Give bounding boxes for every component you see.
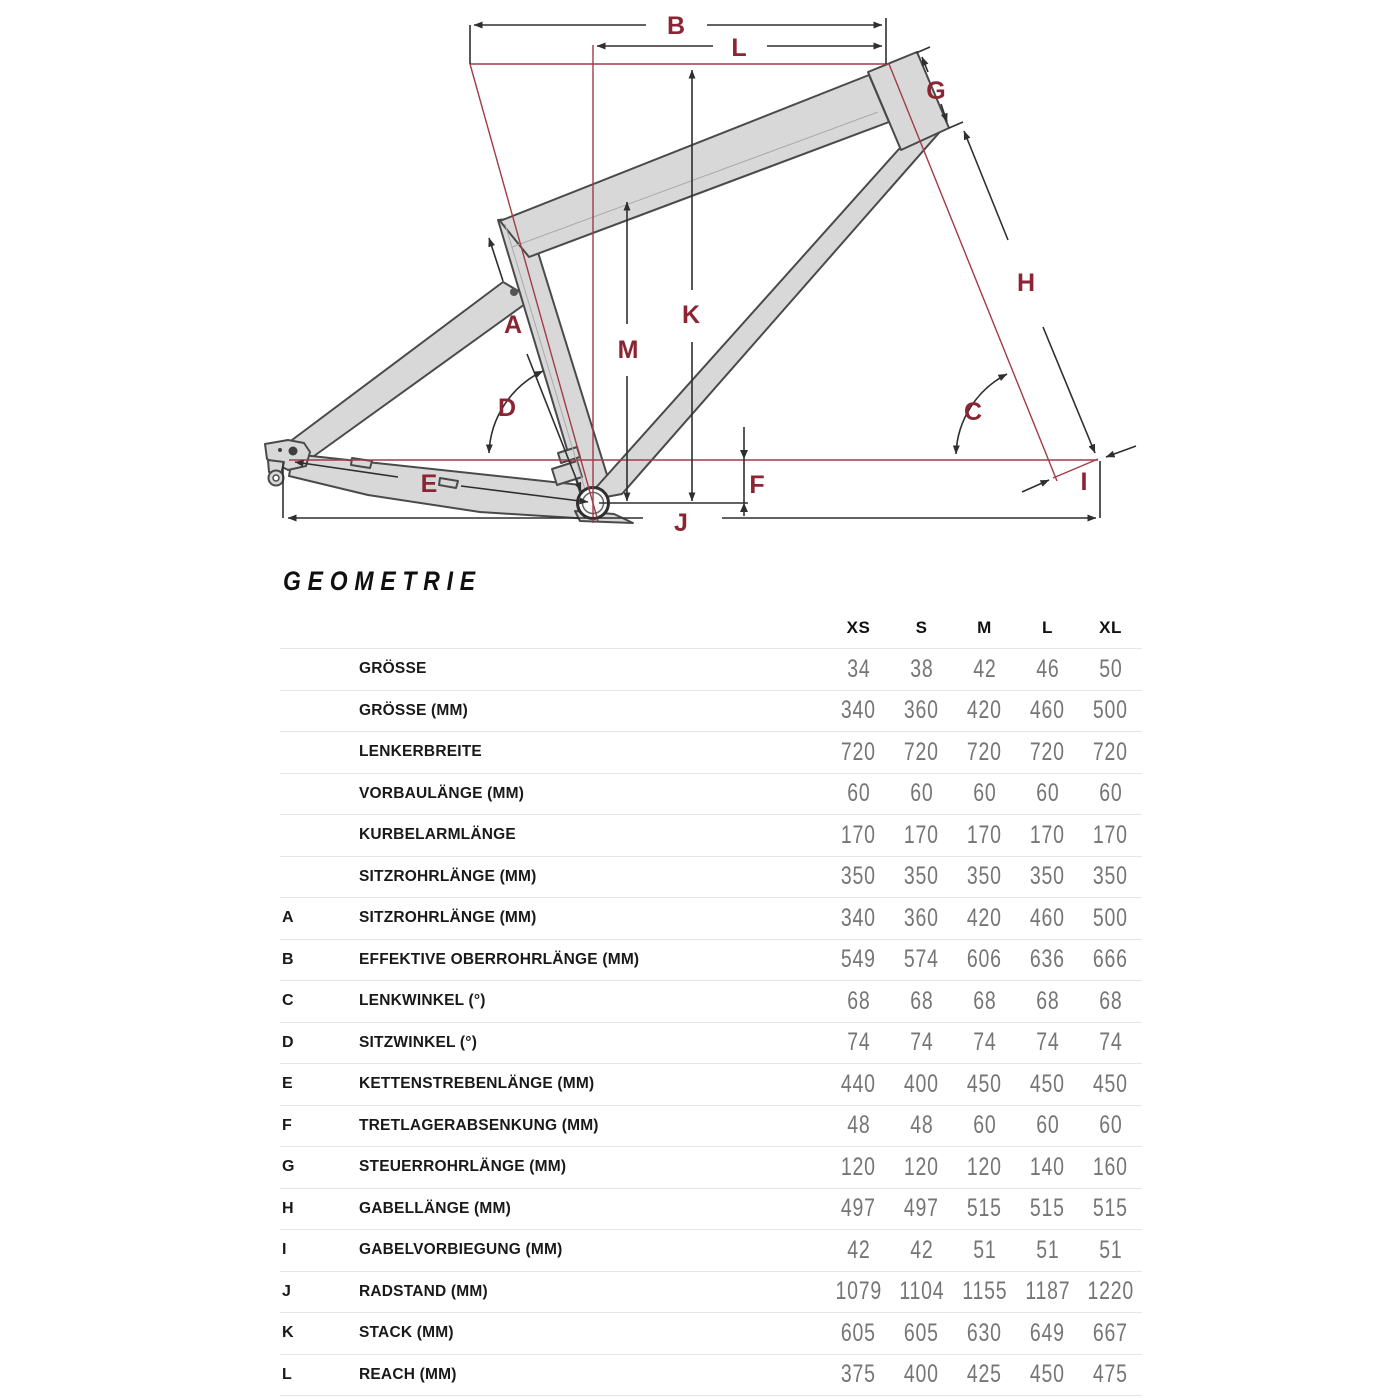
value-s: 1104 [898,1277,945,1306]
value-xs: 720 [841,737,876,766]
value-l: 51 [1035,1235,1060,1264]
value-m: 68 [972,986,997,1015]
value-xs: 1079 [835,1277,882,1306]
value-xl: 51 [1098,1235,1123,1264]
dim-label-e: E [420,470,438,498]
value-s: 400 [904,1069,939,1098]
value-m: 1155 [961,1277,1008,1306]
row-label: STEUERROHRLÄNGE (MM) [359,1158,567,1176]
table-row [280,981,1142,1023]
row-label: GABELVORBIEGUNG (MM) [359,1241,563,1259]
dim-label-k: K [681,301,701,329]
dim-F-arrow-up [740,503,748,512]
value-s: 350 [904,862,939,891]
value-l: 74 [1035,1028,1060,1057]
value-xl: 450 [1093,1069,1128,1098]
value-m: 450 [967,1069,1002,1098]
value-l: 60 [1035,1111,1060,1140]
value-xs: 34 [846,654,871,683]
value-s: 720 [904,737,939,766]
dim-label-c: C [963,398,983,426]
value-l: 636 [1030,945,1065,974]
row-label: GABELLÄNGE (MM) [359,1199,511,1217]
value-xs: 120 [841,1152,876,1181]
value-s: 170 [904,820,939,849]
table-row [280,1189,1142,1231]
frame-tube-highlight [512,112,878,247]
value-l: 140 [1030,1152,1065,1181]
row-letter: L [282,1365,293,1383]
value-xl: 60 [1098,1111,1123,1140]
row-label: REACH (MM) [359,1365,457,1383]
value-xl: 667 [1093,1318,1128,1347]
value-xs: 440 [841,1069,876,1098]
dim-F-arrow-down [740,450,748,459]
row-label: SITZROHRLÄNGE (MM) [359,867,537,885]
table-row [280,815,1142,857]
size-header-s: S [915,617,928,637]
table-header-row [280,607,1142,649]
ext-tick [949,122,963,128]
size-header-m: M [977,617,992,637]
row-letter: A [282,909,294,927]
value-xl: 515 [1093,1194,1128,1223]
value-xl: 1220 [1087,1277,1134,1306]
value-xl: 60 [1098,779,1123,808]
value-xl: 720 [1093,737,1128,766]
value-xs: 605 [841,1318,876,1347]
value-xs: 60 [846,779,871,808]
seatstay-pivot-bolt [510,288,518,296]
dim-label-l: L [731,34,747,62]
value-m: 606 [967,945,1002,974]
dim-label-m: M [617,336,639,364]
value-xs: 42 [846,1235,871,1264]
value-l: 68 [1035,986,1060,1015]
dim-label-h: H [1016,269,1036,297]
row-letter: G [282,1158,295,1176]
value-s: 574 [904,945,939,974]
table-row [280,1272,1142,1314]
value-m: 60 [972,1111,997,1140]
dim-label-a: A [503,311,523,339]
value-m: 420 [967,696,1002,725]
value-s: 360 [904,696,939,725]
reference-lines [289,45,1098,523]
value-m: 51 [972,1235,997,1264]
dim-label-i: I [1080,468,1088,496]
value-xs: 48 [846,1111,871,1140]
value-l: 460 [1030,696,1065,725]
value-xl: 475 [1093,1360,1128,1389]
row-label: EFFEKTIVE OBERROHRLÄNGE (MM) [359,950,640,968]
value-xs: 375 [841,1360,876,1389]
row-label: LENKWINKEL (°) [359,992,486,1010]
frame-seat-tube [498,217,612,499]
dim-A [489,238,503,281]
row-letter: J [282,1282,292,1300]
value-s: 38 [909,654,934,683]
row-letter: B [282,950,294,968]
frame-shape [265,52,949,523]
row-label: SITZWINKEL (°) [359,1033,478,1051]
value-m: 720 [967,737,1002,766]
dim-label-f: F [749,471,765,499]
dim-I-pointer [1106,446,1136,457]
row-label: RADSTAND (MM) [359,1282,488,1300]
value-s: 42 [909,1235,934,1264]
row-label: GRÖSSE (MM) [359,701,468,719]
table-row [280,1023,1142,1065]
dim-H [1043,327,1095,453]
table-row [280,1355,1142,1397]
value-xs: 340 [841,696,876,725]
value-l: 46 [1035,654,1060,683]
row-letter: H [282,1199,294,1217]
value-xl: 50 [1098,654,1123,683]
row-letter: E [282,1075,293,1093]
value-s: 68 [909,986,934,1015]
row-letter: D [282,1033,294,1051]
value-xl: 500 [1093,903,1128,932]
frame-seat-stay [284,282,532,464]
value-m: 515 [967,1194,1002,1223]
bike-geometry-diagram [0,0,1400,556]
axle-bolt [289,447,298,456]
row-letter: F [282,1116,293,1134]
row-label: GRÖSSE [359,660,427,678]
value-xs: 497 [841,1194,876,1223]
ext-tick [916,47,930,53]
small-bolt [278,448,282,452]
table-row [280,940,1142,982]
value-m: 420 [967,903,1002,932]
dim-label-b: B [666,12,686,40]
row-label: KETTENSTREBENLÄNGE (MM) [359,1075,595,1093]
value-xl: 160 [1093,1152,1128,1181]
value-xs: 340 [841,903,876,932]
row-label: LENKERBREITE [359,743,482,761]
table-body [280,649,1142,1396]
row-label: TRETLAGERABSENKUNG (MM) [359,1116,599,1134]
value-l: 515 [1030,1194,1065,1223]
value-s: 60 [909,779,934,808]
value-l: 450 [1030,1360,1065,1389]
table-row [280,649,1142,691]
value-l: 450 [1030,1069,1065,1098]
value-xl: 500 [1093,696,1128,725]
dim-H [964,131,1008,240]
value-s: 74 [909,1028,934,1057]
row-letter: C [282,992,294,1010]
table-row [280,1147,1142,1189]
value-xl: 170 [1093,820,1128,849]
dim-I-pointer [1022,480,1049,492]
value-m: 425 [967,1360,1002,1389]
value-l: 720 [1030,737,1065,766]
ref-fork-offset [1053,459,1098,478]
value-xl: 68 [1098,986,1123,1015]
dim-label-d: D [497,394,517,422]
row-letter: K [282,1324,294,1342]
value-xl: 666 [1093,945,1128,974]
value-xs: 68 [846,986,871,1015]
dim-label-g: G [926,77,946,105]
value-m: 42 [972,654,997,683]
table-row [280,1230,1142,1272]
value-l: 170 [1030,820,1065,849]
value-l: 350 [1030,862,1065,891]
table-row [280,732,1142,774]
value-s: 360 [904,903,939,932]
value-xs: 549 [841,945,876,974]
value-l: 460 [1030,903,1065,932]
size-header-xs: XS [846,617,871,637]
table-row [280,1106,1142,1148]
value-m: 60 [972,779,997,808]
row-label: SITZROHRLÄNGE (MM) [359,909,537,927]
value-xs: 74 [846,1028,871,1057]
size-header-l: L [1042,617,1053,637]
table-row [280,1313,1142,1355]
row-label: KURBELARMLÄNGE [359,826,516,844]
table-row [280,1064,1142,1106]
value-xl: 350 [1093,862,1128,891]
table-row [280,898,1142,940]
value-s: 400 [904,1360,939,1389]
row-letter: I [282,1241,287,1259]
table-row [280,774,1142,816]
section-title: GEOMETRIE [283,566,482,596]
size-header-xl: XL [1099,617,1122,637]
row-label: VORBAULÄNGE (MM) [359,784,525,802]
value-m: 630 [967,1318,1002,1347]
value-l: 1187 [1024,1277,1071,1306]
value-s: 120 [904,1152,939,1181]
value-m: 350 [967,862,1002,891]
table-row [280,691,1142,733]
value-s: 605 [904,1318,939,1347]
value-l: 649 [1030,1318,1065,1347]
value-s: 497 [904,1194,939,1223]
geometry-table [280,607,1142,1396]
value-m: 74 [972,1028,997,1057]
value-m: 120 [967,1152,1002,1181]
value-m: 170 [967,820,1002,849]
value-s: 48 [909,1111,934,1140]
row-label: STACK (MM) [359,1324,454,1342]
frame-tube-highlight [505,224,586,493]
table-row [280,857,1142,899]
value-xl: 74 [1098,1028,1123,1057]
dim-label-j: J [674,509,688,537]
derailleur-hanger-hole [273,475,279,481]
dimension-lines [283,18,1136,518]
value-xs: 170 [841,820,876,849]
value-xs: 350 [841,862,876,891]
value-l: 60 [1035,779,1060,808]
